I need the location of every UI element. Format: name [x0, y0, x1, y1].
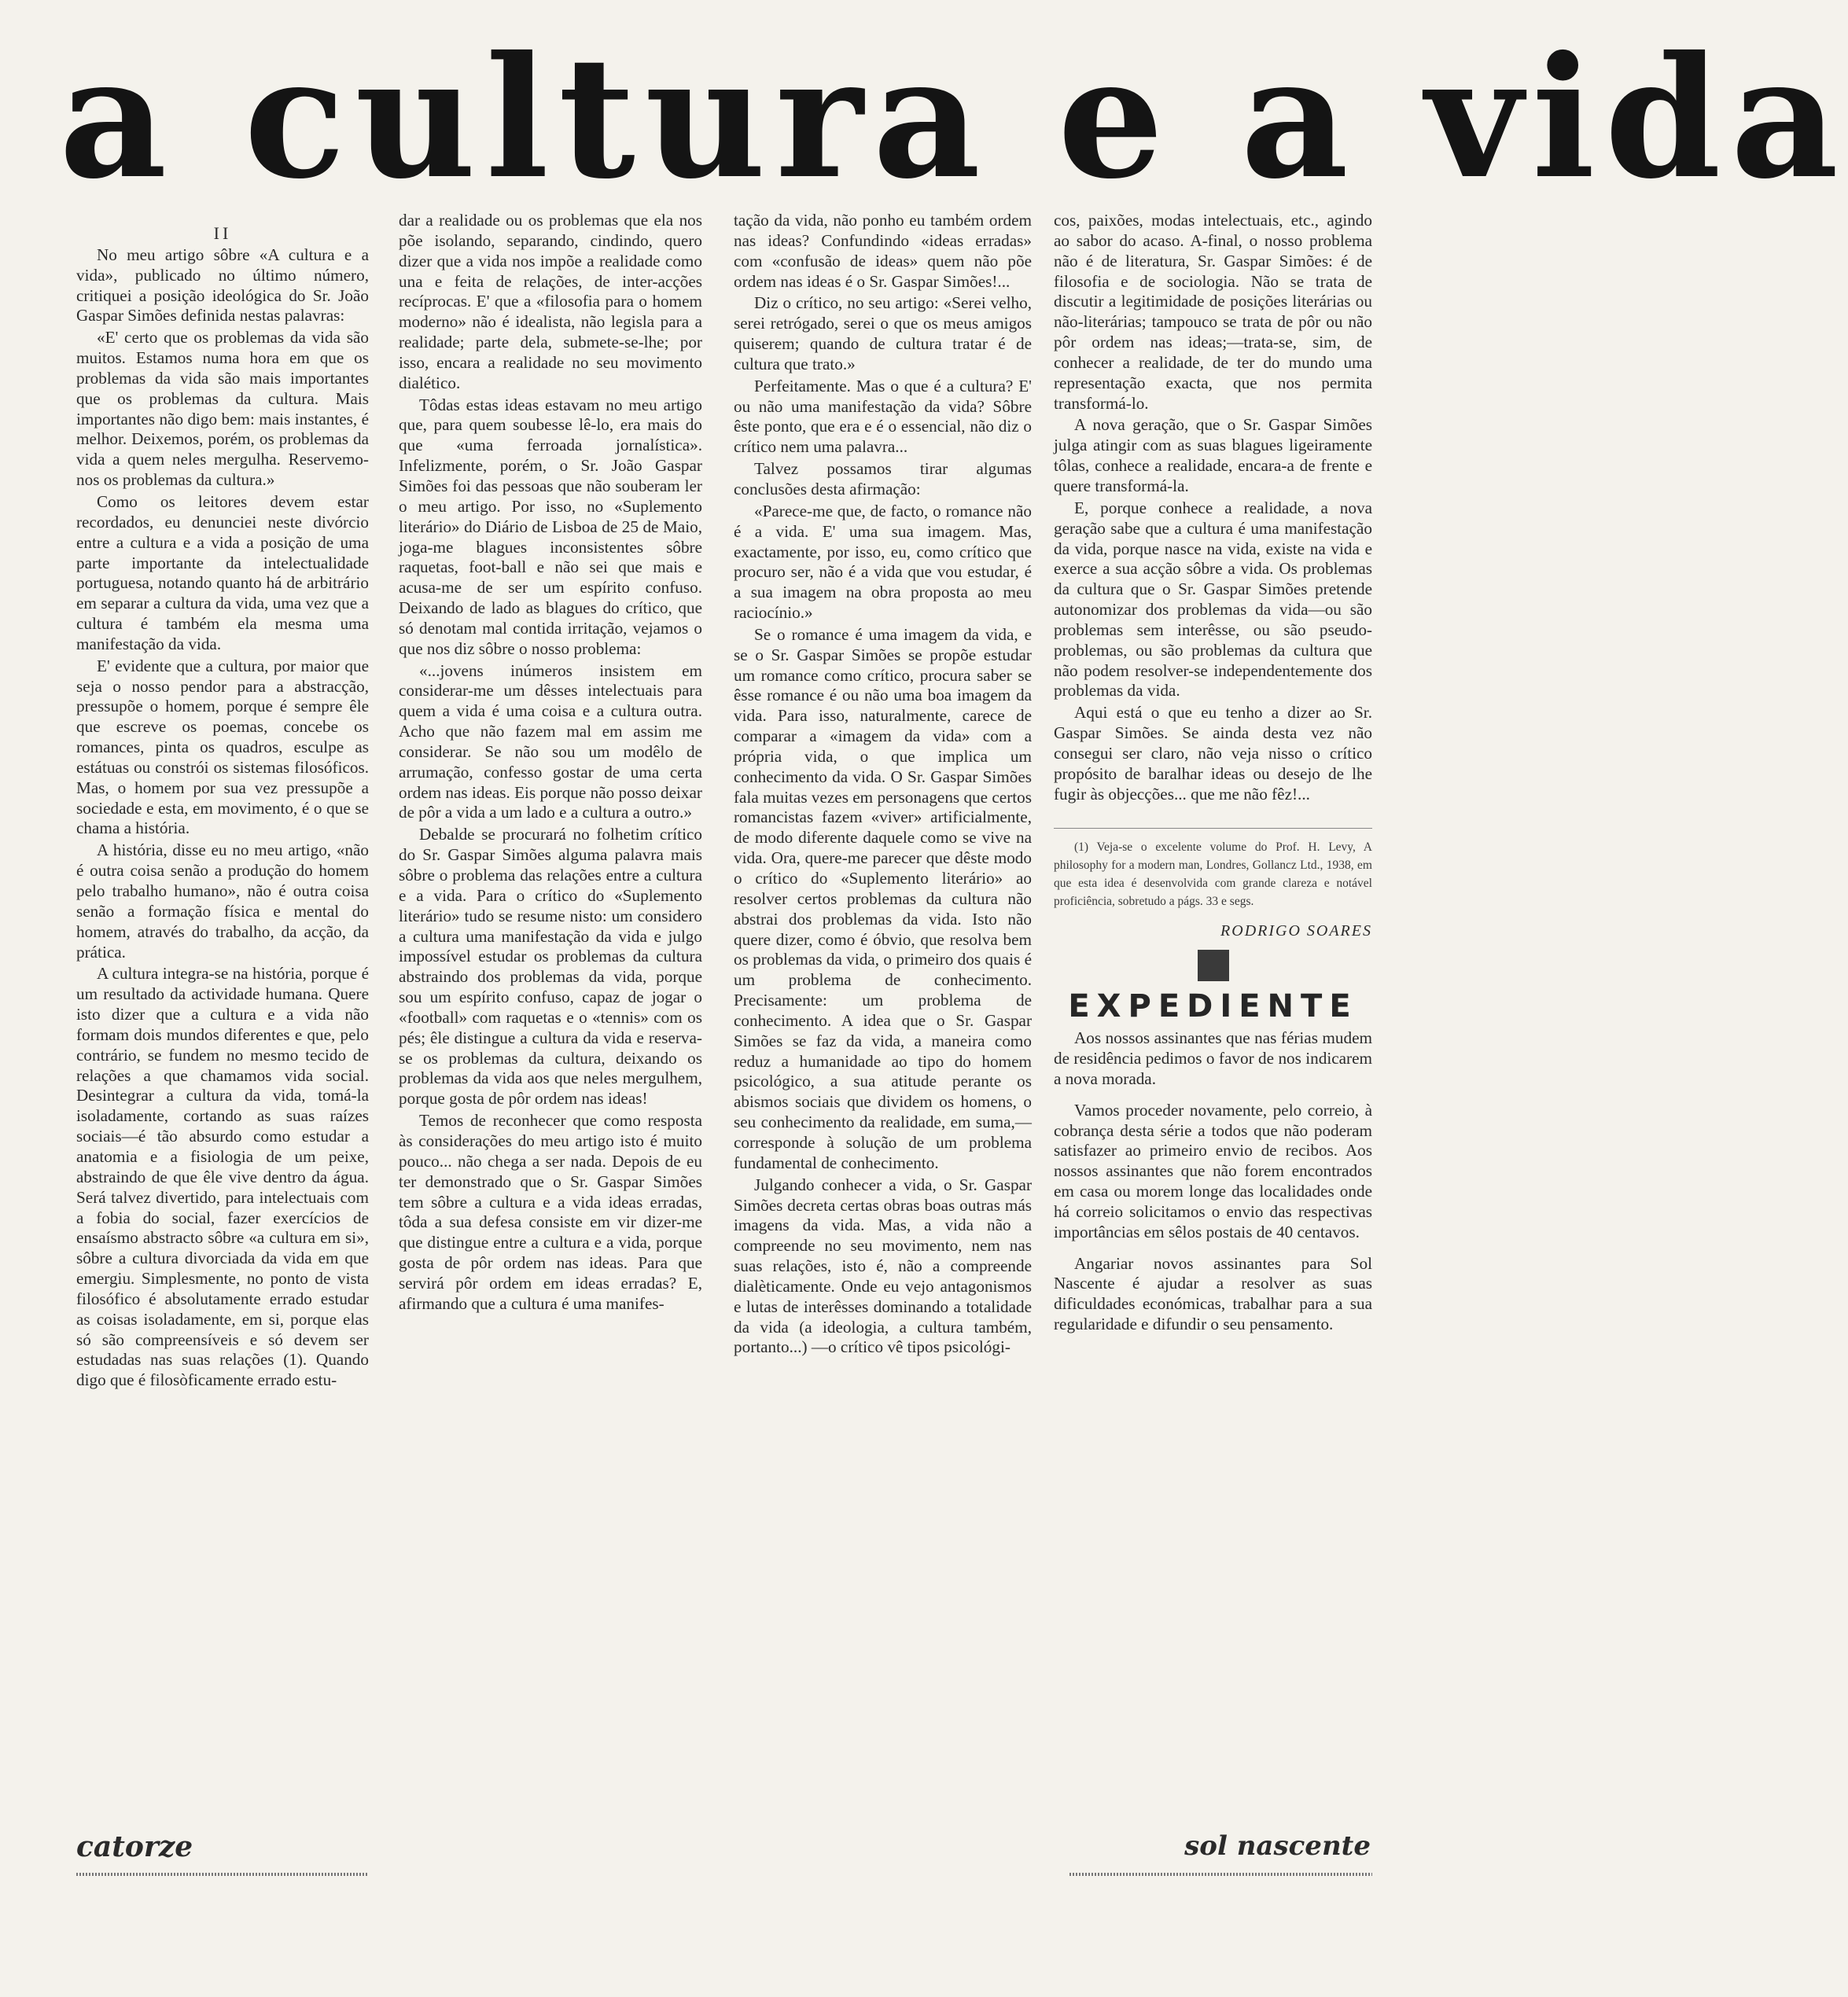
paragraph: E' evidente que a cultura, por maior que seja o nosso pendor para a abstracção, pressupõe o homem, porque é sempre êle que escreve os poemas, concebe os romances, pinta os quadros, esculpe as estátuas ou constrói os sistemas filosóficos. Mas, o homem por sua vez pressupõe a sociedade e esta, em movimento, é o que se chama a história.: [76, 656, 369, 838]
paragraph: E, porque conhece a realidade, a nova geração sabe que a cultura é uma manifestação da vida, porque nasce na vida, existe na vida e exerce a sua acção sôbre a vida. Os problemas da cultura que o Sr. Gaspar Simões pretende autonomizar dos problemas da vida—ou são problemas sem interêsse, ou são pseudo-problemas, ou são problemas da cultura que não podem resolver-se independentemente dos problemas da vida.: [1054, 498, 1372, 701]
paragraph: Tôdas estas ideas estavam no meu artigo que, para quem soubesse lê-lo, era mais do que «uma ferroada jornalística». Infelizmente, porém, o Sr. João Gaspar Simões foi das pessoas que não souberam ler o meu artigo. Por isso, no «Suplemento literário» do Diário de Lisboa de 25 de Maio, joga-me blagues inconsistentes sôbre raquetas, foot-ball e não sei que mais e acusa-me de ser um espírito confuso. Deixando de lado as blagues do crítico, que só denotam mal contida irritação, vejamos o que nos diz sôbre o nosso problema:: [399, 395, 702, 658]
section-number: II: [213, 223, 232, 243]
paragraph: Aqui está o que eu tenho a dizer ao Sr. Gaspar Simões. Se ainda desta vez não consegui ser claro, não veja nisso o crítico propósito de baralhar ideas ou desejo de lhe fugir às objecções... que me não fêz!...: [1054, 703, 1372, 804]
footer-rule-left: [76, 1873, 369, 1876]
footer-rule-right: [1069, 1873, 1372, 1876]
expediente-title: EXPEDIENTE: [1068, 988, 1358, 1025]
paragraph: Se o romance é uma imagem da vida, e se o Sr. Gaspar Simões se propõe estudar um romance como crítico, procura saber se êsse romance é ou não uma boa imagem da vida. Para isso, naturalmente, carece de comparar a «imagem da vida» com a própria vida, o que implica um conhecimento da vida. O Sr. Gaspar Simões fala muitas vezes em personagens que certos romancistas fazem «viver» artificialmente, de modo diferente daquele como se vive na vida. Ora, quere-me parecer que dêste modo o crítico do «Suplemento literário» ao resolver certos problemas da cultura não abstrai dos problemas da vida. Isto não quere dizer, como é óbvio, que resolva bem os problemas da vida, o primeiro dos quais é um problema de conhecimento. Precisamente: um problema de conhecimento. A idea que o Sr. Gaspar Simões se faz da vida, a maneira como reduz a humanidade ao tipo do homem psicológico, a sua atitude perante os abismos sociais que dividem os homens, o seu conhecimento da realidade, em suma,—corresponde à solução de um problema fundamental de conhecimento.: [734, 624, 1032, 1172]
quote-paragraph: «...jovens inúmeros insistem em considerar-me um dêsses intelectuais para quem a vida é uma coisa e a cultura outra. Acho que não fazem mal em assim me considerar. Se não sou um modêlo de arrumação, confesso gostar de uma certa ordem nas ideas. Eis porque não posso deixar de pôr a vida a um lado e a cultura a outro.»: [399, 660, 702, 822]
column-4: [1054, 211, 1372, 1346]
paragraph: A história, disse eu no meu artigo, «não é outra coisa senão a produção do homem pelo trabalho humano», não é outra coisa senão a formação física e mental do homem, através do trabalho, da acção, da prática.: [76, 840, 369, 962]
publication-name-footer: sol nascente: [1184, 1830, 1371, 1862]
square-ornament-icon: [1198, 950, 1229, 981]
paragraph: Debalde se procurará no folhetim crítico do Sr. Gaspar Simões alguma palavra mais sôbre o problema das relações entre a cultura e a vida. Para o crítico do «Suplemento literário» tudo se resume nisto: um considero a cultura uma manifestação da vida e julgo impossível estudar os problemas da cultura abstraindo dos problemas da vida, porque sou um espírito confuso, capaz de jogar o «football» com raquetas e o «tennis» com os pés; êle distingue a cultura da vida e reserva-se os problemas da cultura, deixando os problemas da vida aos que neles mergulhem, porque gosta de pôr ordem nas ideas!: [399, 825, 702, 1109]
headline: a cultura e a vida: [59, 20, 1848, 215]
paragraph: A nova geração, que o Sr. Gaspar Simões julga atingir com as suas blagues ligeiramente tôlas, conhece a realidade, encara-a de frente e quere transformá-la.: [1054, 415, 1372, 495]
footnote: [1054, 828, 1372, 910]
expediente-box: [1054, 988, 1372, 1335]
column-3: [734, 211, 1032, 1359]
expediente-paragraph: Aos nossos assinantes que nas férias mudem de residência pedimos o favor de nos indicarem a nova morada.: [1054, 1028, 1372, 1088]
paragraph: cos, paixões, modas intelectuais, etc., agindo ao sabor do acaso. A-final, o nosso problema não é de literatura, Sr. Gaspar Simões: é de filosofia e de sociologia. Não se trata de discutir a legitimidade de posições literárias ou não-literárias; tampouco se trata de pôr ou não pôr ordem nas ideas;—trata-se, sim, de conhecer a realidade, de ter do mundo uma representação exacta, que nos permita transformá-lo.: [1054, 211, 1372, 413]
footnote-text: (1) Veja-se o excelente volume do Prof. H. Levy, A philosophy for a modern man, Londres, Gollancz Ltd., 1938, em que esta idea é desenvolvida com grande clareza e notável proficiência, sobretudo a págs. 33 e segs.: [1054, 840, 1372, 909]
paragraph: dar a realidade ou os problemas que ela nos põe isolando, separando, cindindo, quero dizer que a vida nos impõe a realidade como una e feita de relações, de inter-acções recíprocas. E' que a «filosofia para o homem moderno» não é idealista, não legisla para a realidade; parte dela, submete-se-lhe; por isso, encara a realidade no seu movimento dialético.: [399, 211, 702, 392]
quote-paragraph: «E' certo que os problemas da vida são muitos. Estamos numa hora em que os problemas da vida são mais importantes que os problemas da cultura. Mais importantes não digo bem: mais instantes, é melhor. Deixemos, porém, os problemas da vida a quem neles mergulha. Reservemo-nos os problemas da cultura.»: [76, 328, 369, 490]
paragraph: Como os leitores devem estar recordados, eu denunciei neste divórcio entre a cultura e a vida a posição de uma parte importante da intelectualidade portuguesa, notando quanto há de arbitrário em separar a cultura da vida, uma vez que a cultura é também ela mesma uma manifestação da vida.: [76, 491, 369, 653]
paragraph: Temos de reconhecer que como resposta às considerações do meu artigo isto é muito pouco... não chega a ser nada. Depois de eu ter demonstrado que o Sr. Gaspar Simões tem sôbre a cultura e a vida ideas erradas, tôda a sua defesa consiste em vir dizer-me que distingue entre a cultura e a vida, porque gosta de pôr ordem nas ideas. Para que servirá pôr ordem em ideas erradas? E, afirmando que a cultura é uma manifes-: [399, 1111, 702, 1313]
paragraph: A cultura integra-se na história, porque é um resultado da actividade humana. Quere isto dizer que a cultura e a vida não formam dois mundos diferentes e que, pelo contrário, se fundem no mesmo tecido de relações a que chamamos vida social. Desintegrar a cultura da vida, tomá-la isoladamente, cortando as suas raízes sociais—é tão absurdo como estudar a anatomia e a fisiologia de um peixe, abstraindo de que êle vive dentro da água. Será talvez divertido, para intelectuais com a fobia do social, fazer exercícios de ensaísmo abstracto sôbre «a cultura em si», sôbre a cultura divorciada da vida em que emergiu. Simplesmente, no ponto de vista filosófico é absolutamente errado estudar as coisas isoladamente, em si, porque elas só são compreensíveis e só devem ser estudadas nas suas relações (1). Quando digo que é filosòficamente errado estu-: [76, 964, 369, 1390]
paragraph: No meu artigo sôbre «A cultura e a vida», publicado no último número, critiquei a posição ideológica do Sr. João Gaspar Simões definida nestas palavras:: [76, 245, 369, 325]
paragraph: Perfeitamente. Mas o que é a cultura? E' ou não uma manifestação da vida? Sôbre êste ponto, que era e é o essencial, não diz o crítico nem uma palavra...: [734, 376, 1032, 457]
paragraph: Diz o crítico, no seu artigo: «Serei velho, serei retrógado, serei o que os meus amigos quiserem; quando de cultura tratar é de cultura que trato.»: [734, 293, 1032, 373]
column-1: [76, 219, 369, 1392]
paragraph: Talvez possamos tirar algumas conclusões desta afirmação:: [734, 459, 1032, 498]
expediente-paragraph: Vamos proceder novamente, pelo correio, à cobrança desta série a todos que não poderam satisfazer ao primeiro envio de recibos. Aos nossos assinantes que não forem encontrados em casa ou morem longe das localidades onde há correio solicitamos o envio das respectivas importâncias em sêlos postais de 40 centavos.: [1054, 1100, 1372, 1241]
page-number-footer: catorze: [76, 1830, 193, 1863]
column-2: [399, 211, 702, 1316]
author-signature: RODRIGO SOARES: [1220, 922, 1372, 940]
expediente-paragraph: Angariar novos assinantes para Sol Nascente é ajudar a resolver as suas dificuldades económicas, trabalhar para a sua regularidade e difundir o seu pensamento.: [1054, 1253, 1372, 1334]
paragraph: Julgando conhecer a vida, o Sr. Gaspar Simões decreta certas obras boas outras más imagens da vida. Mas, a vida não a compreende no seu movimento, nem nas suas relações, isto é, não a compreende dialèticamente. Onde eu vejo antagonismos e lutas de interêsses dominando a totalidade da vida (a ideologia, a cultura também, portanto...) —o crítico vê tipos psicológi-: [734, 1175, 1032, 1357]
paragraph: tação da vida, não ponho eu também ordem nas ideas? Confundindo «ideas erradas» com «confusão de ideas» quem não põe ordem nas ideas é o Sr. Gaspar Simões!...: [734, 211, 1032, 291]
quote-paragraph: «Parece-me que, de facto, o romance não é a vida. E' uma sua imagem. Mas, exactamente, por isso, eu, como crítico que procuro ser, não é a vida que vou estudar, é a sua imagem na obra proposta ao meu raciocínio.»: [734, 501, 1032, 623]
